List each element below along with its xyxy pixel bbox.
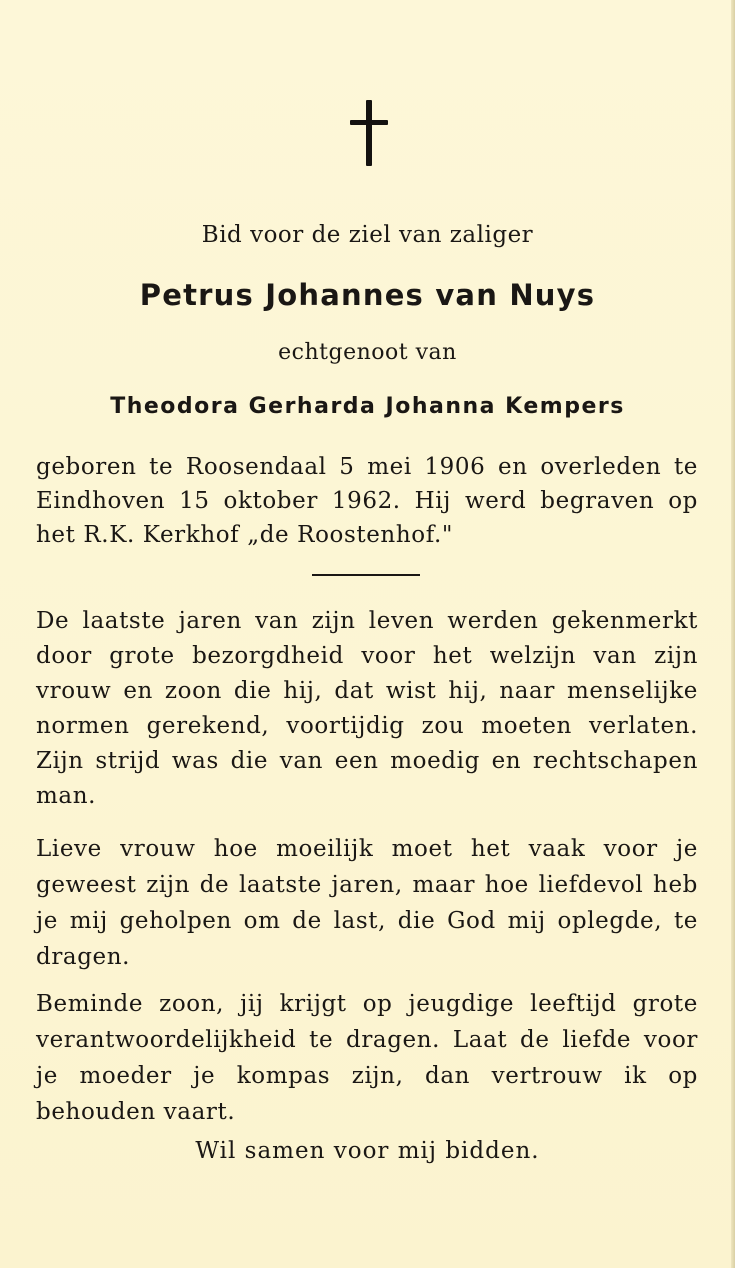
closing-prayer: Wil samen voor mij bidden.: [195, 1138, 540, 1164]
cross-icon: [350, 100, 388, 166]
wife-paragraph: Lieve vrouw hoe moeilijk moet het vaak voor je geweest zijn de laatste jaren, maar hoe liefdevol heb je mij geholpen om de last, die God mij oplegde, te dragen.: [36, 836, 698, 970]
card-edge: [731, 0, 735, 1268]
son-paragraph: Beminde zoon, jij krijgt op jeugdige leeftijd grote verantwoordelijkheid te dragen. Laat de liefde voor je moeder je kompas zijn, dan vertrouw ik op behouden vaart.: [36, 991, 698, 1125]
prayer-intro: Bid voor de ziel van zaliger: [201, 222, 534, 248]
spouse-label: echtgenoot van: [278, 340, 457, 365]
life-paragraph: De laatste jaren van zijn leven werden gekenmerkt door grote bezorgdheid voor het welzijn van zijn vrouw en zoon die hij, dat wist hij, naar menselijke normen gerekend, voortijdig zou moeten verlaten. Zijn strijd was die van een moedig en rechtschapen man.: [36, 608, 698, 809]
divider: [312, 574, 420, 576]
biography-paragraph: geboren te Roosendaal 5 mei 1906 en overleden te Eindhoven 15 oktober 1962. Hij werd begraven op het R.K. Kerkhof „de Roostenhof.": [36, 454, 698, 548]
deceased-name: Petrus Johannes van Nuys: [139, 278, 596, 312]
spouse-name: Theodora Gerharda Johanna Kempers: [110, 394, 625, 419]
